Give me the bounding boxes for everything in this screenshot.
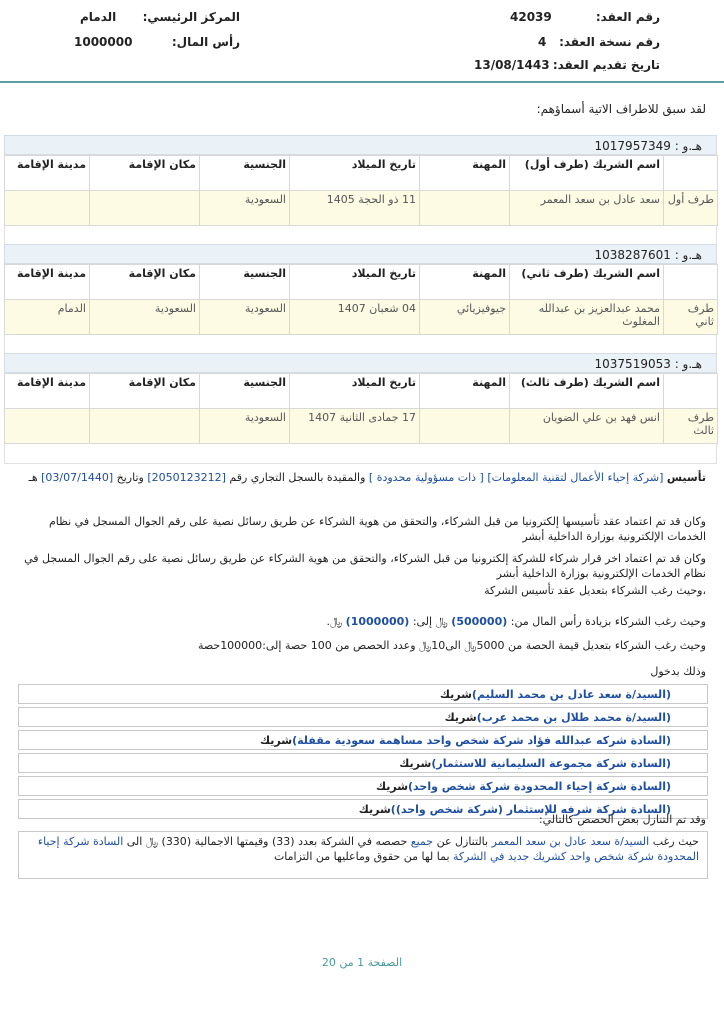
capital-mid: ﷼ إلى: xyxy=(412,615,448,628)
intro-text: لقد سبق للاطراف الاتية أسماؤهم: xyxy=(536,102,706,116)
partner-name: سعد عادل بن سعد المعمر xyxy=(510,191,664,226)
transfer-buyer: السادة شركة إحياء المحدودة شركة شخص واحد xyxy=(37,835,699,863)
col-birth: تاريخ الميلاد xyxy=(290,156,420,191)
new-partner-suffix: شريك xyxy=(260,734,293,747)
partner-id: هـ.و : 1017957349 xyxy=(4,135,717,155)
block-spacer xyxy=(4,335,717,355)
col-birth: تاريخ الميلاد xyxy=(290,374,420,409)
version-row xyxy=(559,35,660,49)
transfer-t4: كشريك جديد في الشركة xyxy=(453,850,567,863)
hq-value: الدمام xyxy=(80,10,117,24)
col-residence: مكان الإقامة xyxy=(90,156,200,191)
list-item xyxy=(18,730,708,750)
partner-job: جيوفيزيائي xyxy=(420,300,510,335)
col-city: مدينة الإقامة xyxy=(5,374,90,409)
partner-table xyxy=(4,264,718,335)
capital-suffix: ﷼. xyxy=(326,615,343,628)
capital-increase-text: وحيث رغب الشركاء بزيادة رأس المال من: xyxy=(510,615,706,628)
partner-nationality: السعودية xyxy=(200,191,290,226)
partner-birth: 11 ذو الحجة 1405 xyxy=(290,191,420,226)
date-label: تاريخ تقديم العقد: xyxy=(552,58,660,72)
new-partner-name: (السيد/ة سعد عادل بن محمد السليم) xyxy=(471,688,671,701)
contract-no-row xyxy=(596,10,660,24)
list-item xyxy=(18,707,708,727)
transfer-all: جميع xyxy=(410,835,434,848)
col-city: مدينة الإقامة xyxy=(5,156,90,191)
partner-role: طرف ثالث xyxy=(664,409,718,444)
partner-block-3 xyxy=(4,353,717,464)
capital-label: رأس المال: xyxy=(171,35,240,49)
reg-no: [2050123212] xyxy=(147,471,226,484)
establish-paragraph xyxy=(14,470,706,485)
transfer-seller: السيد/ة سعد عادل بن سعد المعمر xyxy=(491,835,650,848)
new-partner-name: (السادة شركة مجموعة السليمانية للاستثمار) xyxy=(431,757,671,770)
partner-city xyxy=(5,191,90,226)
establish-prefix: تأسيس xyxy=(666,471,706,484)
partner-residence xyxy=(90,409,200,444)
col-job: المهنة xyxy=(420,265,510,300)
contract-no-label: رقم العقد: xyxy=(595,10,660,24)
contract-no-value: 42039 xyxy=(510,10,552,24)
version-label: رقم نسخة العقد: xyxy=(559,35,660,49)
col-name: اسم الشريك (طرف ثاني) xyxy=(510,265,664,300)
capital-row xyxy=(172,35,240,49)
capital-value: 1000000 xyxy=(74,35,133,49)
hq-label: المركز الرئيسي: xyxy=(142,10,240,24)
partner-role: طرف ثاني xyxy=(664,300,718,335)
col-nationality: الجنسية xyxy=(200,156,290,191)
partner-nationality: السعودية xyxy=(200,409,290,444)
partner-birth: 17 جمادى الثانية 1407 xyxy=(290,409,420,444)
partner-table xyxy=(4,155,718,226)
col-city: مدينة الإقامة xyxy=(5,265,90,300)
header-divider xyxy=(0,81,724,83)
version-value: 4 xyxy=(538,35,547,49)
company-name: [شركة إحياء الأعمال لتقنية المعلومات] xyxy=(487,471,664,484)
partner-job xyxy=(420,409,510,444)
partner-role: طرف أول xyxy=(664,191,718,226)
block-spacer xyxy=(4,226,717,246)
col-name: اسم الشريك (طرف أول) xyxy=(510,156,664,191)
share-change: وحيث رغب الشركاء بتعديل قيمة الحصة من 5000﷼ الى10﷼ وعدد الحصص من 100 حصة إلى:100000حصة xyxy=(197,639,706,652)
partner-nationality: السعودية xyxy=(200,300,290,335)
transfer-t3: حصصه في الشركة بعدد (33) وقيمتها الاجمالية (330) ﷼ الى xyxy=(126,835,408,848)
capital-to: (1000000) xyxy=(345,615,410,628)
list-item xyxy=(18,776,708,796)
transfer-label: وقد تم التنازل بعض الحصص كالتالي: xyxy=(538,813,706,826)
new-partner-name: (السادة شركة إحياء المحدودة شركة شخص واحد) xyxy=(408,780,671,793)
col-nationality: الجنسية xyxy=(200,265,290,300)
hq-row xyxy=(143,10,240,24)
partner-id: هـ.و : 1037519053 xyxy=(4,353,717,373)
col-birth: تاريخ الميلاد xyxy=(290,265,420,300)
transfer-t5: بما لها من حقوق وماعليها من التزامات xyxy=(273,850,450,863)
partner-job xyxy=(420,191,510,226)
partner-residence: السعودية xyxy=(90,300,200,335)
partner-name: محمد عبدالعزيز بن عبدالله المغلوث xyxy=(510,300,664,335)
partner-residence xyxy=(90,191,200,226)
partner-block-2 xyxy=(4,244,717,355)
col-residence: مكان الإقامة xyxy=(90,374,200,409)
paragraph-1: وكان قد تم اعتماد عقد تأسيسها إلكترونيا من قبل الشركاء، والتحقق من هوية الشركاء عن طريق رسائل نصية على رقم الجوال المسجل في نظام الخدمات الإلكترونية بوزارة الداخلية أبشر xyxy=(48,515,706,543)
partner-city xyxy=(5,409,90,444)
block-spacer xyxy=(4,444,717,464)
transfer-t1: حيث رغب xyxy=(652,835,699,848)
list-item xyxy=(18,753,708,773)
paragraph-3: ،وحيث رغب الشركاء بتعديل عقد تأسيس الشركة xyxy=(484,584,706,597)
partner-birth: 04 شعبان 1407 xyxy=(290,300,420,335)
new-partner-name: (السادة شركه عبدالله فؤاد شركة شخص واحد مساهمة سعودية مقفلة) xyxy=(292,734,671,747)
new-partner-name: (السادة شركة شرفه للإستثمار (شركة شخص واحد)) xyxy=(390,803,671,816)
col-role xyxy=(664,265,718,300)
new-partners-list xyxy=(18,684,708,822)
capital-from: (500000) xyxy=(451,615,508,628)
col-role xyxy=(664,156,718,191)
col-name: اسم الشريك (طرف ثالث) xyxy=(510,374,664,409)
col-job: المهنة xyxy=(420,156,510,191)
partner-city: الدمام xyxy=(5,300,90,335)
new-partner-name: (السيد/ة محمد طلال بن محمد عرب) xyxy=(476,711,671,724)
new-partner-suffix: شريك xyxy=(399,757,432,770)
paragraph-2: وكان قد تم اعتماد اخر قرار شركاء للشركة إلكترونيا من قبل الشركاء، والتحقق من هوية الشركاء عن طريق رسائل نصية على رقم الجوال المسجل في نظام الخدمات الإلكترونية بوزارة الداخلية أبشر xyxy=(24,552,706,580)
partner-table xyxy=(4,373,718,444)
new-partner-suffix: شريك xyxy=(444,711,477,724)
new-partner-suffix: شريك xyxy=(358,803,391,816)
date-value: 13/08/1443 xyxy=(474,58,550,72)
reg-date: [03/07/1440] xyxy=(41,471,114,484)
list-item xyxy=(18,684,708,704)
partner-id: هـ.و : 1038287601 xyxy=(4,244,717,264)
reg-suffix: هـ xyxy=(28,471,38,484)
new-partner-suffix: شريك xyxy=(375,780,409,793)
col-nationality: الجنسية xyxy=(200,374,290,409)
col-residence: مكان الإقامة xyxy=(90,265,200,300)
transfer-box xyxy=(18,831,708,879)
col-role xyxy=(664,374,718,409)
partner-block-1 xyxy=(4,135,717,246)
entry-label: وذلك بدخول xyxy=(650,665,706,678)
capital-increase xyxy=(14,614,706,629)
partner-name: انس فهد بن علي الضويان xyxy=(510,409,664,444)
date-row xyxy=(553,58,660,72)
company-type: [ ذات مسؤولية محدودة ] xyxy=(368,471,484,484)
new-partner-suffix: شريك xyxy=(439,688,472,701)
reg-date-text: وتاريخ xyxy=(116,471,144,484)
page-footer: الصفحة 1 من 20 xyxy=(321,956,403,969)
col-job: المهنة xyxy=(420,374,510,409)
reg-text: والمقيدة بالسجل التجاري رقم xyxy=(229,471,366,484)
transfer-t2: بالتنازل عن xyxy=(436,835,489,848)
